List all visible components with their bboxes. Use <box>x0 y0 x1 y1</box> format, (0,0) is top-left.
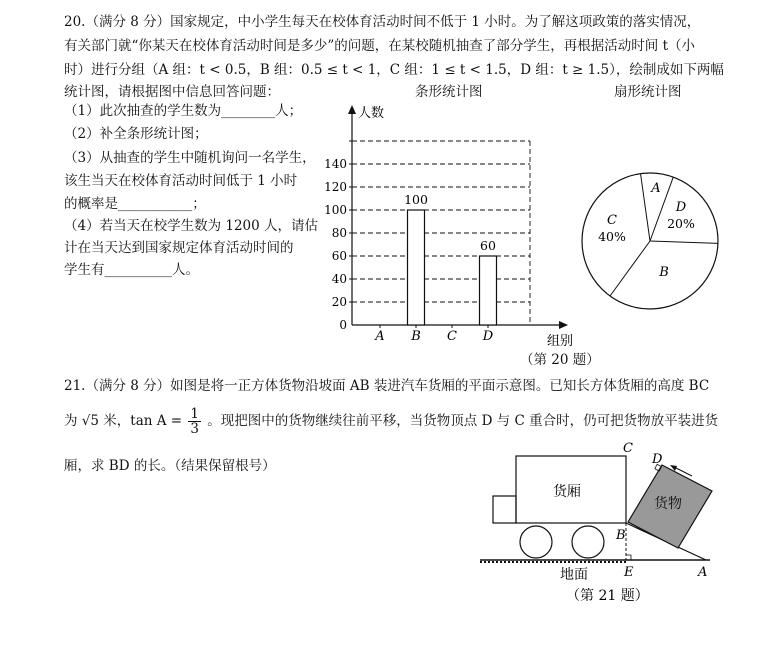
q20-line1: 20.（满分 8 分）国家规定，中小学生每天在校体育活动时间不低于 1 小时。为了解这项政策的落实情况， <box>64 14 701 30</box>
y-tick-label: 20 <box>331 295 347 309</box>
y-tick-label: 100 <box>324 203 347 217</box>
y-tick-label: 0 <box>339 318 347 332</box>
cargo-label: 货物 <box>654 496 682 512</box>
x-tick-label: C <box>447 329 457 344</box>
x-tick-label: D <box>482 329 494 344</box>
q20-sub4c: 学生有__________人。 <box>64 262 199 278</box>
pie-pct-D: 20% <box>667 216 695 231</box>
y-tick-label: 40 <box>331 272 347 286</box>
truck-wheel-front <box>520 526 552 558</box>
q20-caption: （第 20 题） <box>520 352 600 368</box>
truck-box-label: 货厢 <box>553 484 581 500</box>
pie-pct-C: 40% <box>598 229 626 244</box>
y-tick-label: 140 <box>324 157 347 171</box>
bar-chart-title: 条形统计图 <box>415 84 483 100</box>
y-axis-label: 人数 <box>358 106 385 121</box>
y-tick-label: 60 <box>331 249 347 263</box>
frac-numerator: 1 <box>190 406 199 422</box>
truck-cab <box>493 496 516 523</box>
point-a-label: A <box>698 565 708 580</box>
q21-line2-post: 。现把图中的货物继续往前平移，当货物顶点 D 与 C 重合时，仍可把货物放平装进货 <box>207 413 719 429</box>
q20-sub3b: 该生当天在校体育活动时间低于 1 小时 <box>64 173 298 189</box>
point-c-label: C <box>623 441 633 456</box>
y-tick-label: 80 <box>331 226 347 240</box>
pie-chart-title: 扇形统计图 <box>614 84 682 100</box>
q21-caption: （第 21 题） <box>566 588 649 604</box>
x-tick-label: A <box>375 329 385 344</box>
pie-label-C: C <box>607 213 617 228</box>
q20-line3: 时）进行分组（A 组：t < 0.5，B 组：0.5 ≤ t < 1，C 组：1 ≤ t < 1.5，D 组：t ≥ 1.5），绘制成如下两幅 <box>64 62 724 78</box>
point-d-label: D <box>652 452 663 467</box>
bar-data-label: 60 <box>480 238 496 253</box>
pie-label-A: A <box>651 181 661 196</box>
q20-sub4a: （4）若当天在校学生数为 1200 人，请估 <box>64 218 319 234</box>
bar-data-label: 100 <box>404 192 428 207</box>
pie-label-D: D <box>675 200 687 215</box>
q20-line4: 统计图，请根据图中信息回答问题： <box>64 84 280 100</box>
truck-wheel-rear <box>572 526 604 558</box>
q20-sub4b: 计在当天达到国家规定体育活动时间的 <box>64 240 294 256</box>
y-tick-label: 120 <box>324 180 347 194</box>
truck-diagram <box>478 436 718 616</box>
y-axis-arrow-icon <box>348 105 356 114</box>
x-axis-arrow-icon <box>559 321 568 329</box>
tan-fraction <box>188 407 201 436</box>
q20-sub1: （1）此次抽查的学生数为________人； <box>64 103 303 119</box>
x-axis-label: 组别 <box>547 334 574 348</box>
q20-sub3a: （3）从抽查的学生中随机询问一名学生， <box>64 150 316 166</box>
ground-label: 地面 <box>560 567 588 583</box>
point-b-label: B <box>616 528 626 543</box>
bar-chart <box>320 98 580 348</box>
x-tick-label: B <box>411 329 421 344</box>
point-e-label: E <box>624 565 634 580</box>
frac-denominator: 3 <box>190 421 199 437</box>
pie-label-B: B <box>659 265 669 280</box>
q20-sub2: （2）补全条形统计图； <box>64 126 208 142</box>
q21-line2-pre: 为 √5 米，tan A = <box>64 413 183 429</box>
q21-line2 <box>64 404 718 438</box>
bar-D <box>480 256 497 325</box>
right-angle-mark <box>626 555 631 560</box>
q21-line3: 厢，求 BD 的长。（结果保留根号） <box>64 458 276 474</box>
q20-line2: 有关部门就“你某天在校体育活动时间是多少”的问题，在某校随机抽查了部分学生，再根据活动时间 t（小 <box>64 38 696 54</box>
pie-chart <box>576 166 726 316</box>
bar-B <box>408 210 425 325</box>
q20-sub3c: 的概率是___________； <box>64 196 206 212</box>
q21-line1: 21.（满分 8 分）如图是将一正方体货物沿坡面 AB 装进汽车货厢的平面示意图。已知长方体货厢的高度 BC <box>64 378 710 394</box>
